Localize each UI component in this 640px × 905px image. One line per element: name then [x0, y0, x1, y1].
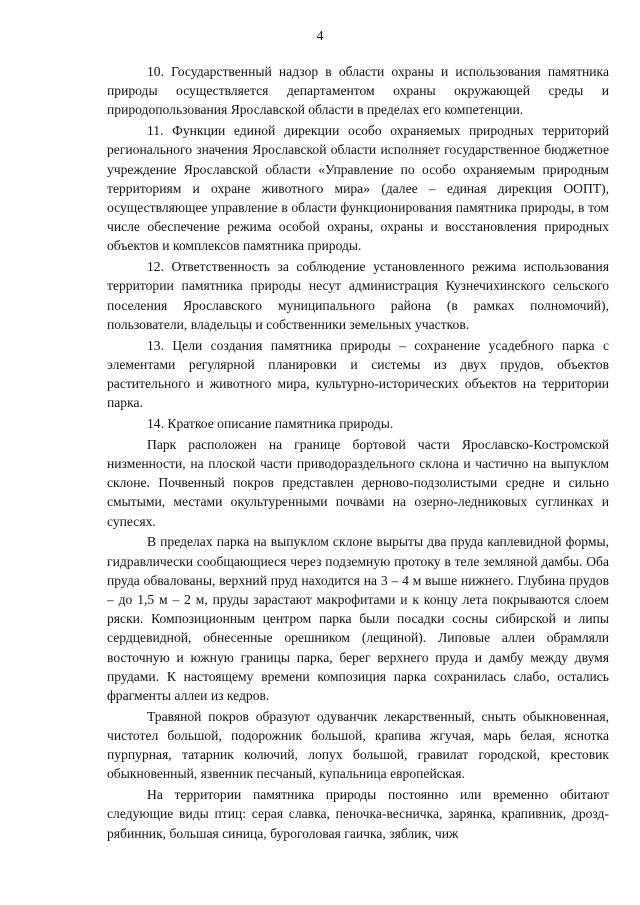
document-body	[107, 62, 609, 844]
paragraph-park-location: Парк расположен на границе бортовой части Ярославско-Костромской низменности, на плоской части приводораздельного склона и частично на выпуклом склоне. Почвенный покров представлен дерново-подзолистыми средне и сильно смытыми, местами окультуренными почвами на озерно-ледниковых суглинках и супесях.	[107, 436, 609, 529]
paragraph-grass-cover: Травяной покров образуют одуванчик лекарственный, сныть обыкновенная, чистотел большой, подорожник большой, крапива жгучая, марь белая, яснотка пурпурная, татарник колючий, лопух большой, гравилат городской, крестовик обыкновенный, язвенник песчаный, купальница европейская.	[107, 708, 609, 782]
paragraph-birds: На территории памятника природы постоянно или временно обитают следующие виды птиц: серая славка, пеночка-весничка, зарянка, крапивник, дрозд-рябинник, большая синица, буроголовая гаичка, зяблик, чиж	[107, 787, 609, 841]
paragraph-14-description-heading: 14. Краткое описание памятника природы.	[147, 416, 394, 432]
paragraph-11-directorate-functions: 11. Функции единой дирекции особо охраняемых природных территорий регионального значения Ярославской области исполняет государственное бюджетное учреждение Ярославской области «Управление по особо охраняемым природным территориям и охране животного мира» (далее – единая дирекция ООПТ), осуществляющее управление в области функционирования памятника природы, в том числе обеспечение режима особой охраны, охраны и восстановления природных объектов и комплексов памятника природы.	[107, 123, 609, 254]
paragraph-12-responsibility: 12. Ответственность за соблюдение установленного режима использования территории памятника природы несут администрация Кузнечихинского сельского поселения Ярославского муниципального района (в рамках полномочий), пользователи, владельцы и собственники земельных участков.	[107, 259, 609, 332]
paragraph-13-goals: 13. Цели создания памятника природы – сохранение усадебного парка с элементами регулярной планировки и системы из двух прудов, объектов растительного и животного мира, культурно-исторических объектов на территории парка.	[107, 337, 609, 411]
paragraph-10-state-supervision: 10. Государственный надзор в области охраны и использования памятника природы осуществляется департаментом охраны окружающей среды и природопользования Ярославской области в пределах его компетенции.	[107, 64, 609, 118]
page-number: 4	[316, 28, 324, 43]
paragraph-ponds: В пределах парка на выпуклом склоне вырыты два пруда каплевидной формы, гидравлически сообщающиеся через подземную протоку в теле земляной дамбы. Оба пруда обвалованы, верхний пруд находится на 3 – 4 м выше нижнего. Глубина прудов – до 1,5 м – 2 м, пруды зарастают макрофитами и к концу лета покрываются слоем ряски. Композиционным центром парка были посадки сосны сибирской и липы сердцевидной, обнесенные орешником (лещиной). Липовые аллеи обрамляли восточную и южную границы парка, берег верхнего пруда и дамбу между двумя прудами. К настоящему времени композиция парка сохранилась слабо, остались фрагменты аллеи из кедров.	[107, 534, 609, 704]
